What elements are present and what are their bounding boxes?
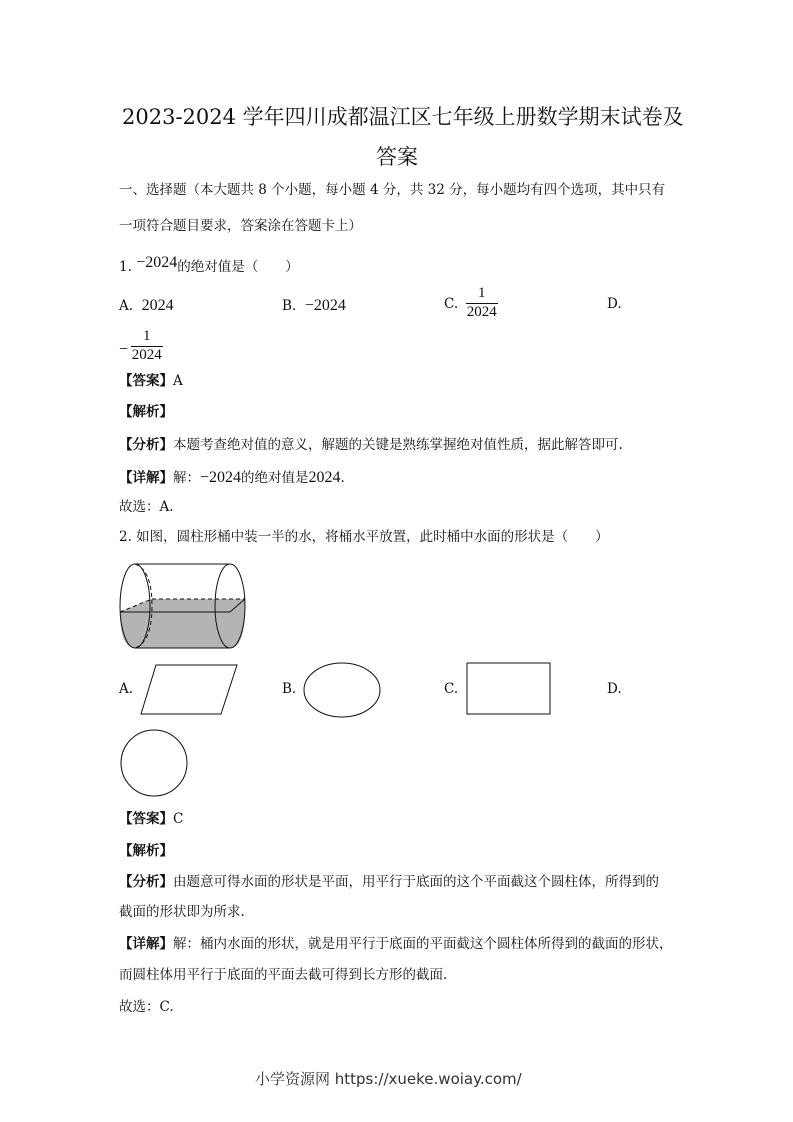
q1-option-d-label: D. (607, 296, 622, 312)
q1-option-b: B. −2024 (282, 297, 346, 314)
q2-fenxi-cont: 截面的形状即为所求. (119, 904, 245, 920)
q2-fenxi: 【分析】由题意可得水面的形状是平面，用平行于底面的这个平面截这个圆柱体，所得到的 (119, 874, 659, 890)
section-heading-cont: 一项符合题目要求，答案涂在答题卡上） (119, 218, 362, 234)
section-heading: 一、选择题（本大题共 8 个小题，每小题 4 分，共 32 分，每小题均有四个选项，其中只有 (119, 182, 666, 198)
q1-guxuan: 故选：A. (119, 499, 174, 515)
q2-option-b: B. (282, 681, 297, 697)
q2-xiangjie: 【详解】解：桶内水面的形状，就是用平行于底面的平面截这个圆柱体所得到的截面的形状， (119, 936, 673, 952)
q1-option-d-fraction: $\frac{1}{2024}$ (131, 328, 162, 363)
circle-shape (121, 730, 187, 796)
q2-option-d: D. (607, 681, 622, 697)
rectangle-shape (467, 663, 550, 714)
footer-watermark: 小学资源网 https://xueke.woiay.com/ (255, 1070, 522, 1088)
q1-option-d-sign: − (119, 341, 129, 358)
q1-answer: 【答案】A (119, 373, 183, 389)
title-line2: 答案 (376, 145, 418, 169)
q2-guxuan: 故选：C. (119, 999, 174, 1015)
q2-answer: 【答案】C (119, 811, 184, 827)
parallelogram-shape (141, 665, 237, 714)
q2-option-a: A. (119, 681, 134, 697)
ellipse-shape (304, 663, 380, 717)
q2-jiexi: 【解析】 (119, 843, 173, 859)
title-line1: 2023-2024 学年四川成都温江区七年级上册数学期末试卷及 (122, 105, 684, 129)
q2-stem: 2. 如图，圆柱形桶中装一半的水，将桶水平放置，此时桶中水面的形状是（ ） (119, 529, 609, 545)
q1-option-c-label: C. (444, 296, 459, 312)
q1-xiangjie: 【详解】解：−2024的绝对值是2024. (119, 469, 345, 486)
q1-fenxi: 【分析】本题考查绝对值的意义，解题的关键是熟练掌握绝对值性质，据此解答即可. (119, 437, 623, 453)
q1-option-a: A. 2024 (119, 297, 174, 314)
q2-xiangjie-cont: 而圆柱体用平行于底面的平面去截可得到长方形的截面. (119, 967, 448, 983)
q1-jiexi: 【解析】 (119, 404, 173, 420)
q2-option-c: C. (444, 681, 459, 697)
q1-stem: 1. −2024的绝对值是（ ） (119, 254, 299, 275)
cylinder-figure (120, 564, 245, 648)
q1-option-c-fraction: $\frac{1}{2024}$ (466, 285, 497, 320)
